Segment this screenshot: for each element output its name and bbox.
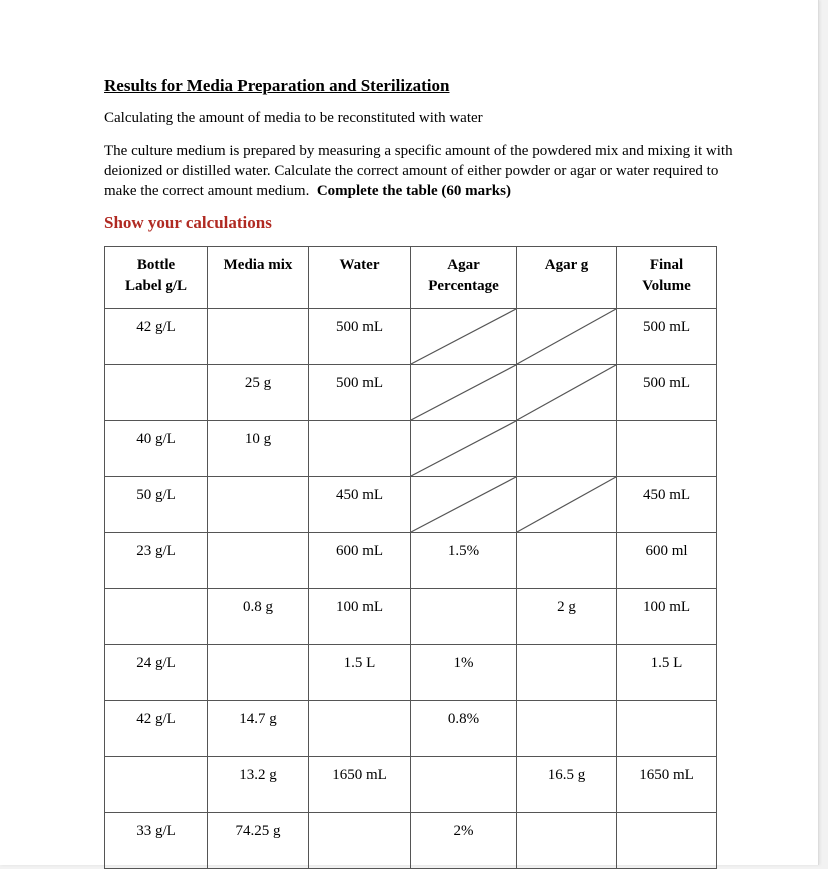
header-final-volume: Final Volume [617, 247, 717, 309]
cell-value: 42 g/L [136, 711, 176, 727]
final-volume-cell [617, 589, 717, 645]
media-mix-cell [208, 813, 309, 869]
cell-value: 600 ml [645, 543, 688, 559]
cell-value: 50 g/L [136, 487, 176, 503]
cell-value: 0.8 g [243, 599, 273, 615]
agar-percentage-cell [411, 365, 517, 421]
instructions-text: The culture medium is prepared by measuring a specific amount of the powdered mix and mixing it with deionized or distilled water. Calculate the correct amount of either powder or agar or water required to make the correct amount medium. [104, 143, 733, 199]
cell-value: 1.5 L [650, 655, 683, 671]
agar-percentage-cell [411, 813, 517, 869]
calculations-heading: Show your calculations [104, 213, 272, 232]
cell-value: 500 mL [642, 319, 691, 335]
water-cell [309, 309, 411, 365]
cell-value: 24 g/L [136, 655, 176, 671]
agar-g-cell [517, 813, 617, 869]
cell-value: 25 g [244, 375, 272, 391]
final-volume-cell [617, 813, 717, 869]
cell-value: 100 mL [642, 599, 691, 615]
table-row [105, 421, 717, 477]
bottle-label-cell [105, 421, 208, 477]
agar-percentage-cell [411, 589, 517, 645]
cell-value: 13.2 g [239, 767, 277, 783]
table-header-row [105, 247, 717, 309]
cell-value: 10 g [244, 431, 272, 447]
water-cell [309, 757, 411, 813]
media-mix-cell [208, 533, 309, 589]
media-mix-cell [208, 589, 309, 645]
cell-value: 42 g/L [136, 319, 176, 335]
not-applicable-slash [517, 365, 616, 420]
bottle-label-cell [105, 309, 208, 365]
cell-value: 14.7 g [239, 711, 277, 727]
agar-g-cell [517, 589, 617, 645]
header-agar-g: Agar g [517, 247, 617, 309]
instructions-paragraph [104, 141, 734, 201]
agar-percentage-cell [411, 533, 517, 589]
bottle-label-cell [105, 533, 208, 589]
not-applicable-slash [411, 365, 516, 420]
agar-g-cell [517, 365, 617, 421]
media-mix-cell [208, 757, 309, 813]
water-cell [309, 701, 411, 757]
bottle-label-cell [105, 477, 208, 533]
final-volume-cell [617, 365, 717, 421]
not-applicable-slash [411, 477, 516, 532]
media-mix-cell [208, 477, 309, 533]
instructions-bold: Complete the table (60 marks) [316, 183, 511, 199]
water-cell [309, 645, 411, 701]
not-applicable-slash [411, 421, 516, 476]
media-mix-cell [208, 701, 309, 757]
agar-g-cell [517, 701, 617, 757]
table-row [105, 533, 717, 589]
cell-value: 0.8% [447, 711, 480, 727]
cell-value: 2% [453, 823, 474, 839]
agar-percentage-cell [411, 645, 517, 701]
header-water: Water [309, 247, 411, 309]
water-cell [309, 365, 411, 421]
page-title: Results for Media Preparation and Sterilization [104, 76, 450, 95]
final-volume-cell [617, 757, 717, 813]
bottle-label-cell [105, 701, 208, 757]
cell-value: 500 mL [335, 375, 384, 391]
cell-value: 33 g/L [136, 823, 176, 839]
agar-g-cell [517, 757, 617, 813]
cell-value: 1.5 L [343, 655, 376, 671]
water-cell [309, 589, 411, 645]
cell-value: 16.5 g [547, 767, 586, 783]
agar-g-cell [517, 309, 617, 365]
cell-value: 500 mL [335, 319, 384, 335]
water-cell [309, 813, 411, 869]
final-volume-cell [617, 477, 717, 533]
media-table [104, 246, 717, 869]
cell-value: 1% [453, 655, 474, 671]
final-volume-cell [617, 701, 717, 757]
cell-value: 2 g [557, 599, 576, 615]
not-applicable-slash [517, 477, 616, 532]
bottle-label-cell [105, 813, 208, 869]
cell-value: 600 mL [335, 543, 384, 559]
bottle-label-cell [105, 645, 208, 701]
not-applicable-slash [411, 309, 516, 364]
cell-value: 40 g/L [136, 431, 176, 447]
cell-value: 23 g/L [136, 543, 176, 559]
final-volume-cell [617, 421, 717, 477]
agar-g-cell [517, 421, 617, 477]
agar-percentage-cell [411, 421, 517, 477]
agar-g-cell [517, 645, 617, 701]
table-row [105, 813, 717, 869]
water-cell [309, 477, 411, 533]
cell-value: 1.5% [447, 543, 480, 559]
header-bottle-label: Bottle Label g/L [105, 247, 208, 309]
header-agar-percentage: Agar Percentage [411, 247, 517, 309]
agar-g-cell [517, 533, 617, 589]
header-media-mix: Media mix [208, 247, 309, 309]
table-row [105, 365, 717, 421]
bottle-label-cell [105, 757, 208, 813]
agar-g-cell [517, 477, 617, 533]
agar-percentage-cell [411, 477, 517, 533]
cell-value: 74.25 g [235, 823, 281, 839]
water-cell [309, 533, 411, 589]
cell-value: 1650 mL [639, 767, 694, 783]
table-row [105, 757, 717, 813]
media-mix-cell [208, 421, 309, 477]
bottle-label-cell [105, 589, 208, 645]
agar-percentage-cell [411, 701, 517, 757]
cell-value: 450 mL [642, 487, 691, 503]
table-row [105, 701, 717, 757]
bottle-label-cell [105, 365, 208, 421]
final-volume-cell [617, 533, 717, 589]
cell-value: 1650 mL [332, 767, 387, 783]
subtitle: Calculating the amount of media to be reconstituted with water [104, 110, 483, 126]
agar-percentage-cell [411, 757, 517, 813]
cell-value: 450 mL [335, 487, 384, 503]
final-volume-cell [617, 309, 717, 365]
cell-value: 100 mL [335, 599, 384, 615]
media-mix-cell [208, 309, 309, 365]
table-row [105, 589, 717, 645]
not-applicable-slash [517, 309, 616, 364]
cell-value: 500 mL [642, 375, 691, 391]
final-volume-cell [617, 645, 717, 701]
media-mix-cell [208, 365, 309, 421]
table-row [105, 309, 717, 365]
water-cell [309, 421, 411, 477]
agar-percentage-cell [411, 309, 517, 365]
media-mix-cell [208, 645, 309, 701]
table-row [105, 477, 717, 533]
table-row [105, 645, 717, 701]
